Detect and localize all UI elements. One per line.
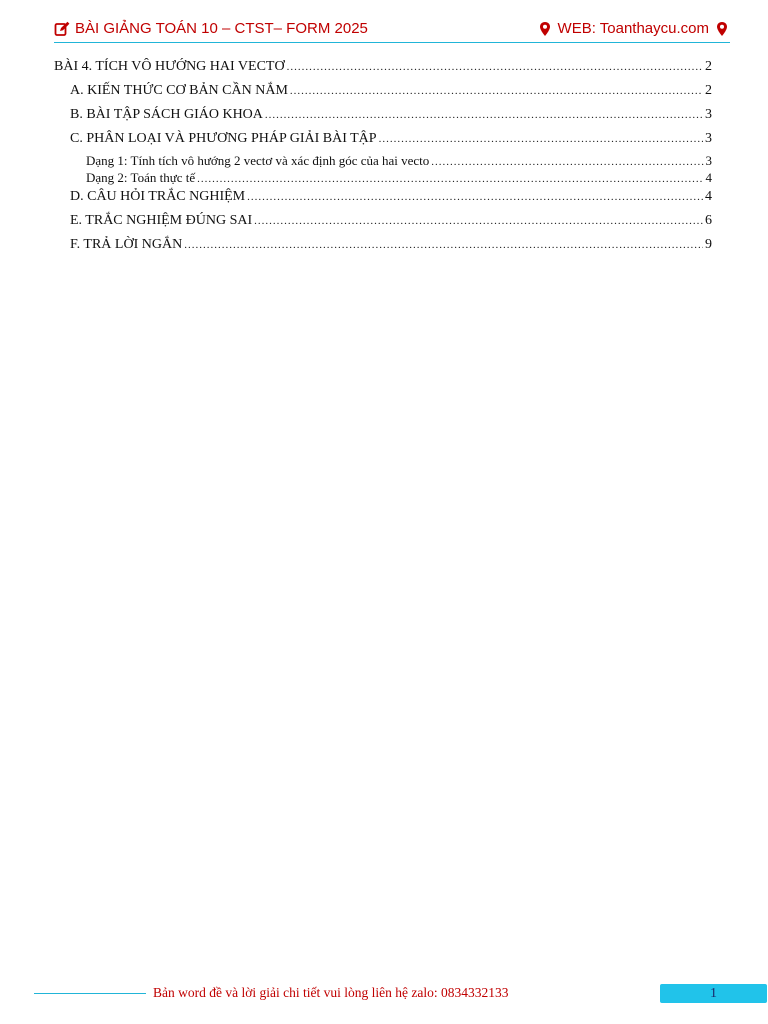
toc-entry-title: B. BÀI TẬP SÁCH GIÁO KHOA (70, 107, 263, 122)
toc-entry-title: Dạng 2: Toán thực tế (86, 170, 196, 185)
toc-entry-title: E. TRẮC NGHIỆM ĐÚNG SAI (70, 213, 253, 228)
map-marker-icon (537, 21, 553, 37)
toc-leader-dots (247, 188, 703, 206)
footer-contact: Bản word đề và lời giải chi tiết vui lòng liên hệ zalo: 0834332133 (153, 985, 509, 1000)
toc-entry-section-d[interactable] (54, 188, 712, 206)
header-website[interactable]: WEB: Toanthaycu.com (557, 20, 709, 37)
toc-entry-page: 2 (705, 59, 712, 74)
toc-entry-page: 3 (705, 107, 712, 122)
toc-entry-title: A. KIẾN THỨC CƠ BẢN CẦN NẮM (70, 83, 288, 98)
toc-entry-lesson[interactable] (54, 58, 712, 76)
footer-divider (34, 993, 146, 994)
header-right (537, 18, 730, 40)
header-left (54, 18, 368, 40)
toc-entry-section-a[interactable] (54, 82, 712, 100)
toc-leader-dots (379, 130, 703, 148)
toc-entry-title: D. CÂU HỎI TRẮC NGHIỆM (70, 189, 246, 204)
toc-entry-page: 6 (705, 213, 712, 228)
toc-entry-section-c[interactable] (54, 130, 712, 148)
toc-leader-dots (287, 58, 703, 76)
toc-entry-type-2[interactable] (54, 170, 712, 187)
toc-entry-section-b[interactable] (54, 106, 712, 124)
toc-entry-page: 3 (705, 131, 712, 146)
toc-entry-page: 9 (705, 237, 712, 252)
toc-entry-title: Dạng 1: Tính tích vô hướng 2 vectơ và xác định góc của hai vecto (86, 153, 430, 168)
toc-entry-section-f[interactable] (54, 236, 712, 254)
page-header (54, 18, 730, 43)
map-marker-icon (714, 21, 730, 37)
toc-leader-dots (197, 172, 703, 187)
toc-entry-type-1[interactable] (54, 153, 712, 170)
toc-entry-page: 3 (705, 153, 712, 168)
toc-leader-dots (290, 82, 703, 100)
edit-icon (54, 21, 70, 37)
header-title: BÀI GIẢNG TOÁN 10 – CTST– FORM 2025 (75, 20, 368, 37)
toc-entry-section-e[interactable] (54, 212, 712, 230)
toc-entry-title: BÀI 4. TÍCH VÔ HƯỚNG HAI VECTƠ (54, 59, 285, 74)
toc-entry-page: 4 (705, 189, 712, 204)
table-of-contents (54, 58, 712, 254)
toc-entry-title: F. TRẢ LỜI NGẮN (70, 237, 183, 252)
toc-entry-page: 4 (705, 170, 712, 185)
toc-entry-page: 2 (705, 83, 712, 98)
toc-leader-dots (431, 155, 703, 170)
toc-leader-dots (184, 236, 703, 254)
toc-entry-title: C. PHÂN LOẠI VÀ PHƯƠNG PHÁP GIẢI BÀI TẬP (70, 131, 377, 146)
toc-leader-dots (254, 212, 703, 230)
page-number: 1 (660, 984, 767, 1003)
toc-leader-dots (265, 106, 703, 124)
